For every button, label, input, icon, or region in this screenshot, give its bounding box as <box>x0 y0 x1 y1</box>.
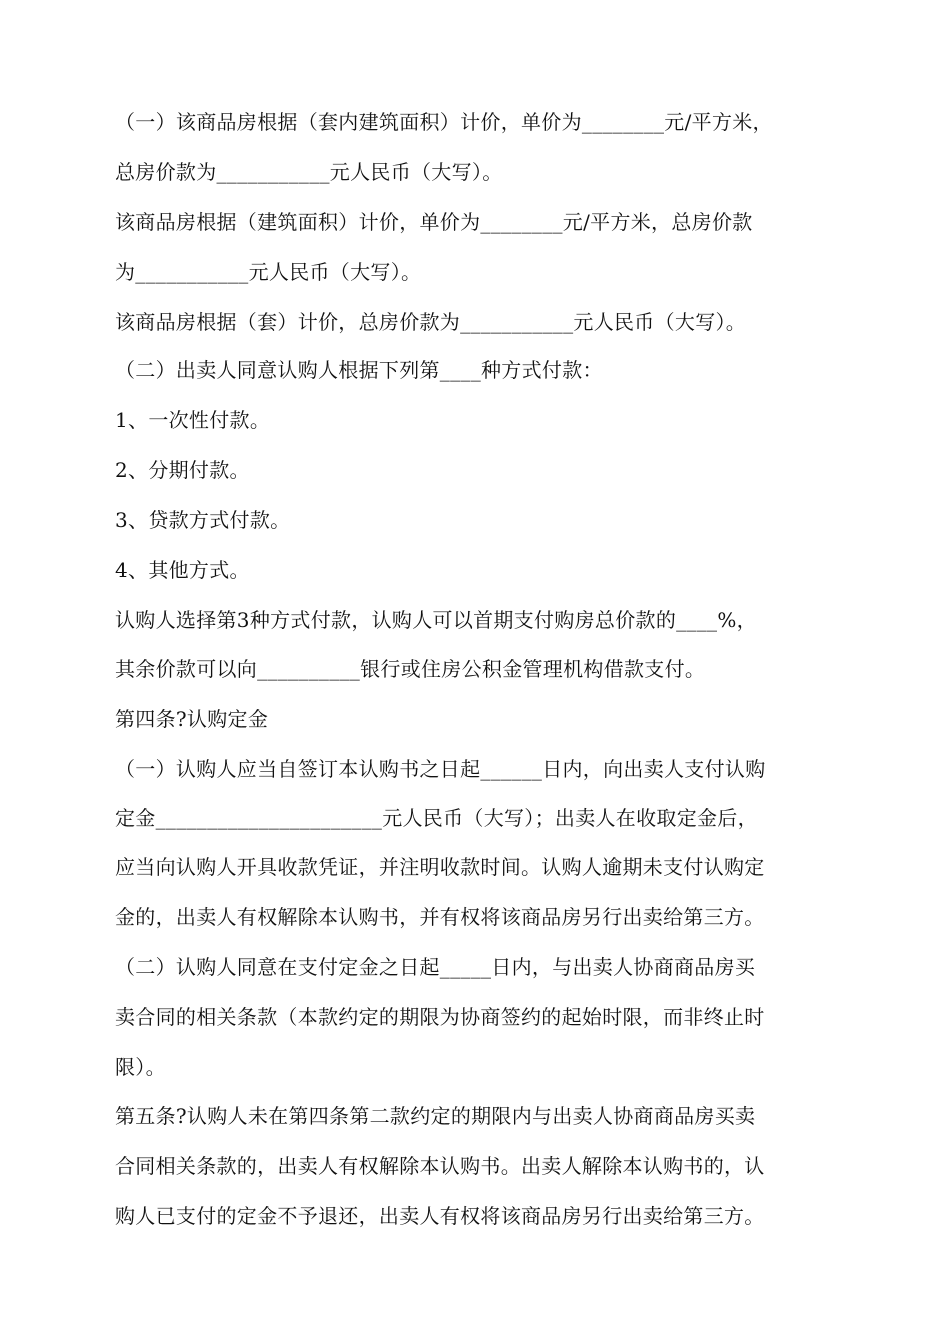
text-line: 限）。 <box>115 1055 166 1079</box>
text-line: （一）认购人应当自签订本认购书之日起______日内，向出卖人支付认购 <box>115 757 766 781</box>
section-heading: 第五条?认购人未在第四条第二款约定的期限内与出卖人协商商品房买卖 <box>115 1104 756 1128</box>
section-heading: 第四条?认购定金 <box>115 707 269 731</box>
text-line: 定金______________________元人民币（大写）；出卖人在收取定金后， <box>115 806 758 830</box>
text-line: 1、一次性付款。 <box>115 408 271 432</box>
text-line: 3、贷款方式付款。 <box>115 508 291 532</box>
text-line: 购人已支付的定金不予退还，出卖人有权将该商品房另行出卖给第三方。 <box>115 1204 765 1228</box>
text-line: 应当向认购人开具收款凭证，并注明收款时间。认购人逾期未支付认购定 <box>115 855 765 879</box>
text-line: （二）出卖人同意认购人根据下列第____种方式付款： <box>115 358 603 382</box>
text-line: 合同相关条款的，出卖人有权解除本认购书。出卖人解除本认购书的，认 <box>115 1154 765 1178</box>
text-line: 卖合同的相关条款（本款约定的期限为协商签约的起始时限，而非终止时 <box>115 1005 765 1029</box>
text-line: 该商品房根据（套）计价，总房价款为___________元人民币（大写）。 <box>115 310 747 334</box>
text-line: 为___________元人民币（大写）。 <box>115 260 422 284</box>
text-line: 金的，出卖人有权解除本认购书，并有权将该商品房另行出卖给第三方。 <box>115 905 765 929</box>
text-line: 其余价款可以向__________银行或住房公积金管理机构借款支付。 <box>115 657 706 681</box>
text-line: 总房价款为___________元人民币（大写）。 <box>115 160 503 184</box>
text-line: （二）认购人同意在支付定金之日起_____日内，与出卖人协商商品房买 <box>115 955 756 979</box>
text-line: 2、分期付款。 <box>115 458 250 482</box>
text-line: 认购人选择第3种方式付款，认购人可以首期支付购房总价款的____%， <box>115 608 757 632</box>
text-line: （一）该商品房根据（套内建筑面积）计价，单价为________元/平方米， <box>115 110 773 134</box>
text-line: 4、其他方式。 <box>115 558 250 582</box>
text-line: 该商品房根据（建筑面积）计价，单价为________元/平方米，总房价款 <box>115 210 753 234</box>
